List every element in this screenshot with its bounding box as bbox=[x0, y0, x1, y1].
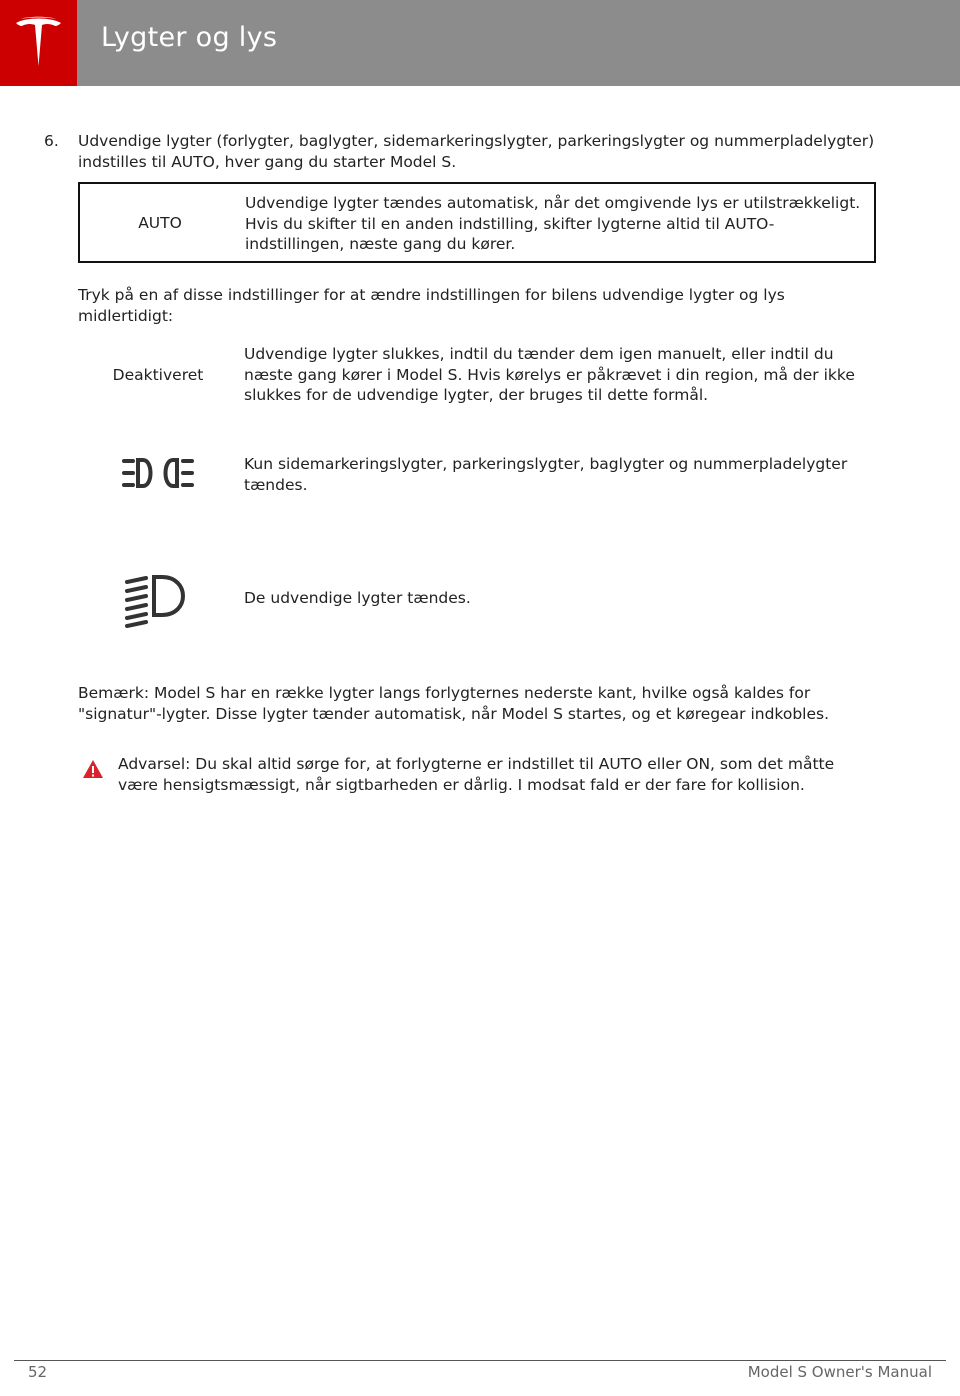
tesla-logo bbox=[0, 0, 77, 86]
auto-setting-table bbox=[78, 182, 876, 263]
warning-triangle-icon bbox=[82, 759, 104, 779]
tesla-logo-icon bbox=[14, 16, 63, 68]
header-bar bbox=[0, 0, 960, 86]
list-item-text: Udvendige lygter (forlygter, baglygter, sidemarkeringslygter, parkeringslygter og nummerpladelygter) indstilles til AUTO, hver gang du starter Model S. bbox=[78, 132, 875, 171]
low-beam-headlights-icon bbox=[124, 572, 190, 628]
note-paragraph: Bemærk: Model S har en række lygter langs forlygternes nederste kant, hvilke også kaldes for "signatur"-lygter. Disse lygter tænder automatisk, når Model S startes, og et køregear indkobles. bbox=[78, 684, 830, 723]
option-parking-lights-description: Kun sidemarkeringslygter, parkeringslygter, baglygter og nummerpladelygter tændes. bbox=[244, 455, 848, 494]
manual-title: Model S Owner's Manual bbox=[747, 1363, 932, 1381]
auto-description: Udvendige lygter tændes automatisk, når det omgivende lys er utilstrækkeligt. Hvis du skifter til en anden indstilling, skifter lygterne altid til AUTO-indstillingen, næste gang du kører. bbox=[245, 194, 861, 253]
option-low-beam-description: De udvendige lygter tændes. bbox=[244, 589, 471, 607]
parking-lights-icon bbox=[121, 450, 195, 496]
footer-divider bbox=[14, 1360, 946, 1361]
list-item-number: 6. bbox=[44, 132, 59, 150]
option-deactivated-label: Deaktiveret bbox=[112, 366, 204, 384]
warning-text: Advarsel: Du skal altid sørge for, at forlygterne er indstillet til AUTO eller ON, som det måtte være hensigtsmæssigt, når sigtbarheden er dårlig. I modsat fald er der fare for kollision. bbox=[118, 755, 835, 794]
page-number: 52 bbox=[28, 1363, 48, 1381]
auto-label: AUTO bbox=[138, 214, 182, 232]
page-title: Lygter og lys bbox=[101, 22, 278, 53]
instruction-paragraph: Tryk på en af disse indstillinger for at ændre indstillingen for bilens udvendige lygter og lys midlertidigt: bbox=[78, 286, 785, 325]
option-deactivated-description: Udvendige lygter slukkes, indtil du tænder dem igen manuelt, eller indtil du næste gang kører i Model S. Hvis kørelys er påkrævet i din region, må der ikke slukkes for de udvendige lygter, der bruges til dette formål. bbox=[244, 345, 855, 404]
